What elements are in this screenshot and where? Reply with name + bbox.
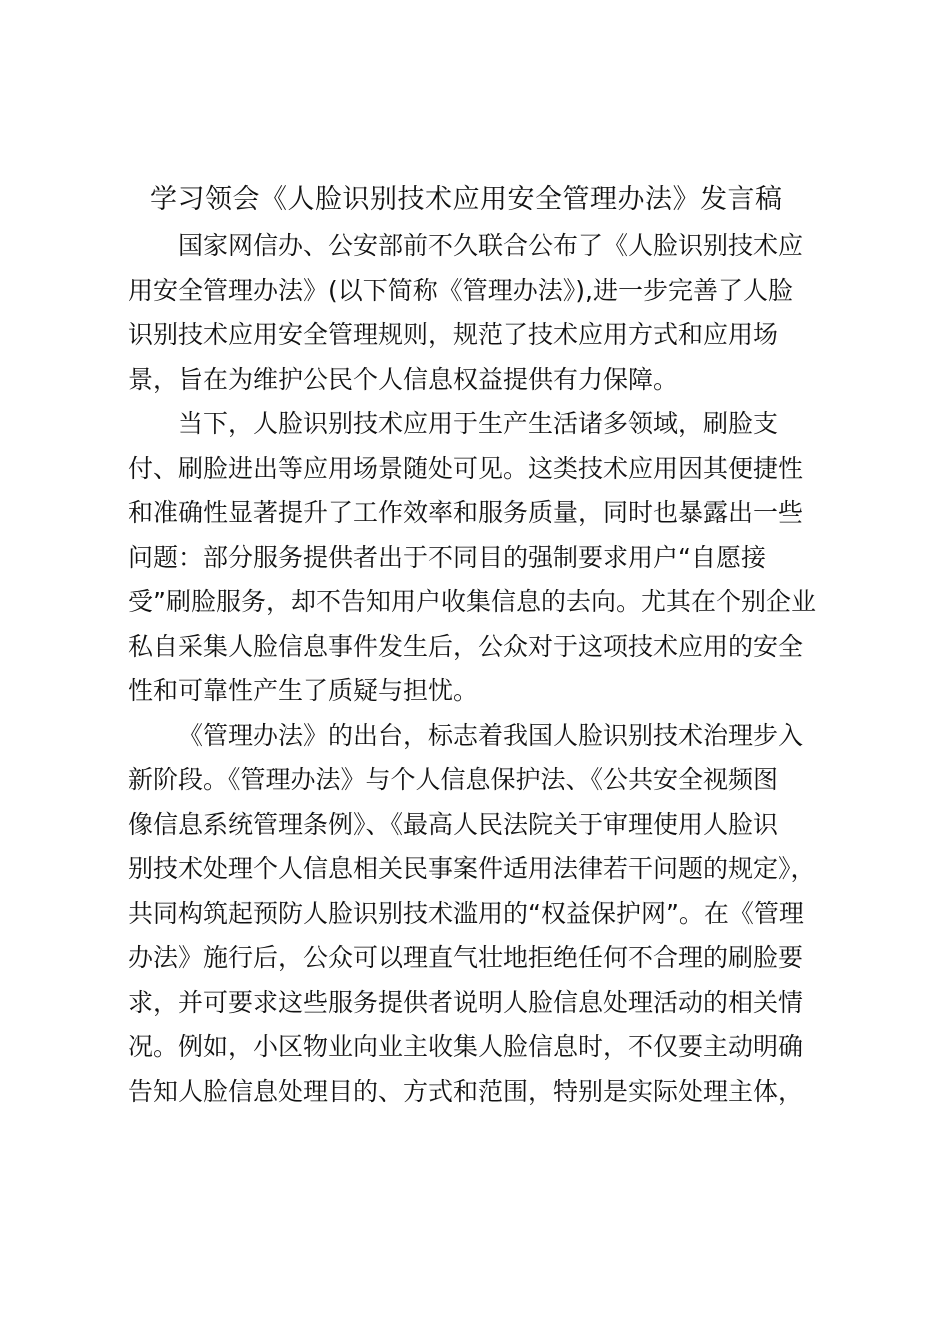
text-line: 《管理办法》的出台，标志着我国人脸识别技术治理步入 — [178, 720, 804, 750]
text-line: 问题：部分服务提供者出于不同目的强制要求用户“自愿接 — [128, 542, 766, 572]
paragraph-2 — [128, 402, 828, 714]
text-line: 性和可靠性产生了质疑与担忧。 — [128, 676, 479, 705]
text-line: 求，并可要求这些服务提供者说明人脸信息处理活动的相关情 — [128, 987, 804, 1017]
paragraph-1 — [128, 224, 828, 402]
text-line: 用安全管理办法》(以下简称《管理办法》),进一步完善了人脸 — [128, 275, 793, 305]
document-title: 学习领会《人脸识别技术应用安全管理办法》发言稿 — [150, 184, 783, 215]
text-line: 像信息系统管理条例》、《最高人民法院关于审理使用人脸识 — [128, 809, 779, 839]
text-line: 办法》施行后，公众可以理直气壮地拒绝任何不合理的刷脸要 — [128, 943, 804, 972]
text-line: 受”刷脸服务，却不告知用户收集信息的去向。尤其在个别企业 — [128, 587, 816, 616]
text-line: 私自采集人脸信息事件发生后，公众对于这项技术应用的安全 — [128, 631, 804, 661]
text-line: 当下，人脸识别技术应用于生产生活诸多领域，刷脸支 — [178, 409, 779, 438]
text-line: 和准确性显著提升了工作效率和服务质量，同时也暴露出一些 — [128, 498, 804, 527]
paragraph-3 — [128, 714, 828, 1115]
text-line: 识别技术应用安全管理规则，规范了技术应用方式和应用场 — [128, 320, 779, 349]
text-line: 国家网信办、公安部前不久联合公布了《人脸识别技术应 — [178, 231, 804, 260]
text-line: 况。例如，小区物业向业主收集人脸信息时，不仅要主动明确 — [128, 1032, 804, 1061]
text-line: 告知人脸信息处理目的、方式和范围，特别是实际处理主体， — [128, 1076, 804, 1106]
text-line: 景，旨在为维护公民个人信息权益提供有力保障。 — [128, 364, 679, 394]
text-line: 共同构筑起预防人脸识别技术滥用的“权益保护网”。在《管理 — [128, 898, 804, 928]
text-line: 付、刷脸进出等应用场景随处可见。这类技术应用因其便捷性 — [128, 453, 804, 483]
document-body — [128, 224, 828, 1114]
text-line: 新阶段。《管理办法》与个人信息保护法、《公共安全视频图 — [128, 765, 779, 794]
text-line: 别技术处理个人信息相关民事案件适用法律若干问题的规定》， — [128, 854, 816, 883]
